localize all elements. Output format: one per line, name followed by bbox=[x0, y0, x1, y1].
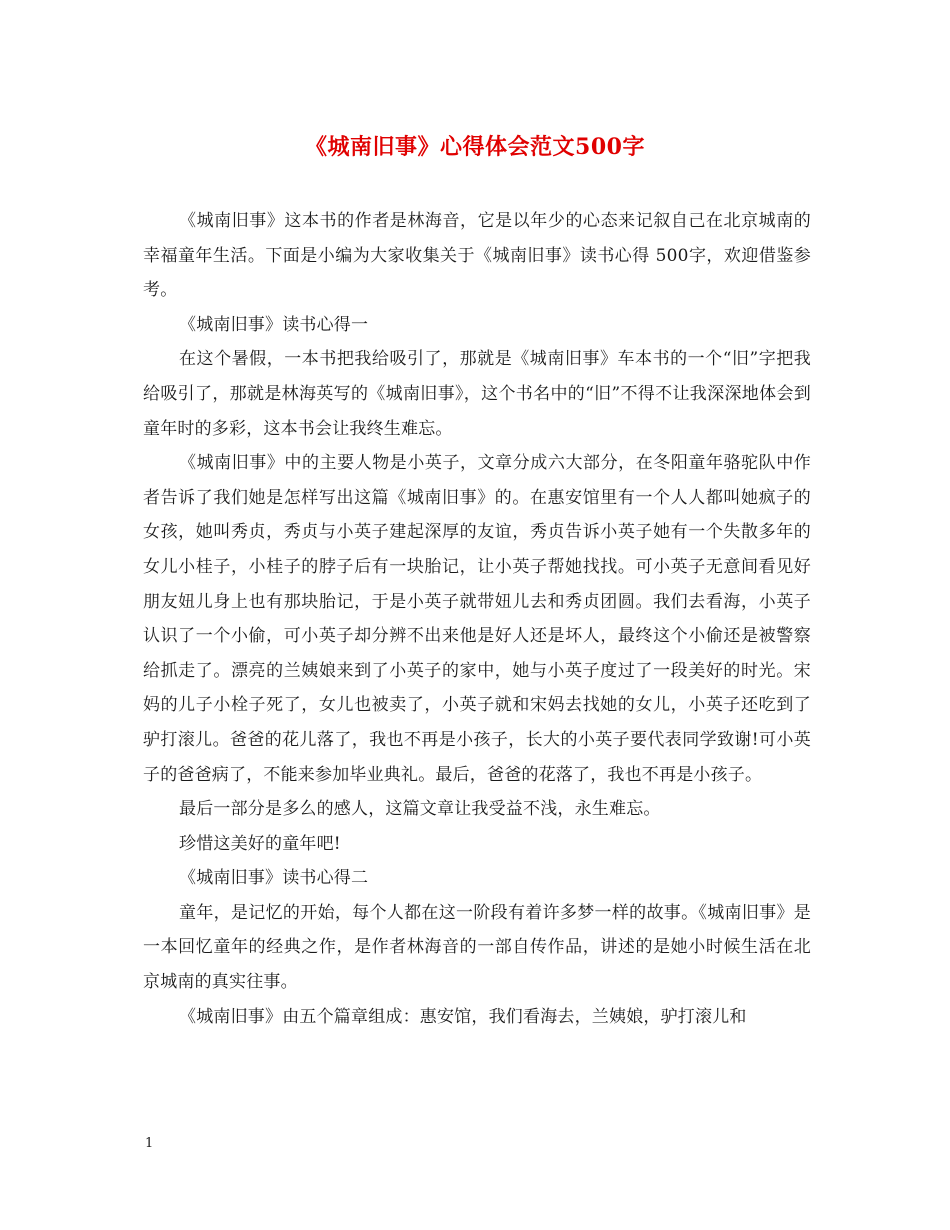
page-number: 1 bbox=[145, 1136, 154, 1151]
paragraph: 《城南旧事》中的主要人物是小英子，文章分成六大部分，在冬阳童年骆驼队中作者告诉了我们她是怎样写出这篇《城南旧事》的。在惠安馆里有一个人人都叫她疯子的女孩，她叫秀贞，秀贞与小英子建起深厚的友谊，秀贞告诉小英子她有一个失散多年的女儿小桂子，小桂子的脖子后有一块胎记，让小英子帮她找找。可小英子无意间看见好朋友妞儿身上也有那块胎记，于是小英子就带妞儿去和秀贞团圆。我们去看海，小英子认识了一个小偷，可小英子却分辨不出来他是好人还是坏人，最终这个小偷还是被警察给抓走了。漂亮的兰姨娘来到了小英子的家中，她与小英子度过了一段美好的时光。宋妈的儿子小栓子死了，女儿也被卖了，小英子就和宋妈去找她的女儿，小英子还吃到了驴打滚儿。爸爸的花儿落了，我也不再是小孩子，长大的小英子要代表同学致谢!可小英子的爸爸病了，不能来参加毕业典礼。最后，爸爸的花落了，我也不再是小孩子。 bbox=[143, 453, 811, 785]
document-body bbox=[143, 204, 811, 1034]
paragraph: 在这个暑假，一本书把我给吸引了，那就是《城南旧事》车本书的一个“旧”字把我给吸引了，那就是林海英写的《城南旧事》，这个书名中的“旧”不得不让我深深地体会到童年时的多彩，这本书会让我终生难忘。 bbox=[143, 349, 811, 439]
paragraph: 最后一部分是多么的感人，这篇文章让我受益不浅，永生难忘。 bbox=[179, 799, 661, 820]
section-heading-1: 《城南旧事》读书心得一 bbox=[179, 314, 369, 335]
paragraph: 童年，是记忆的开始，每个人都在这一阶段有着许多梦一样的故事。《城南旧事》是一本回忆童年的经典之作，是作者林海音的一部自传作品，讲述的是她小时候生活在北京城南的真实往事。 bbox=[143, 902, 811, 993]
paragraph: 珍惜这美好的童年吧! bbox=[179, 833, 341, 854]
document-title: 《城南旧事》心得体会范文500字 bbox=[305, 134, 645, 160]
paragraph: 《城南旧事》由五个篇章组成：惠安馆，我们看海去，兰姨娘，驴打滚儿和 bbox=[179, 1006, 747, 1027]
paragraph-intro: 《城南旧事》这本书的作者是林海音，它是以年少的心态来记叙自己在北京城南的幸福童年生活。下面是小编为大家收集关于《城南旧事》读书心得 500字，欢迎借鉴参考。 bbox=[143, 211, 811, 301]
section-heading-2: 《城南旧事》读书心得二 bbox=[179, 868, 369, 889]
